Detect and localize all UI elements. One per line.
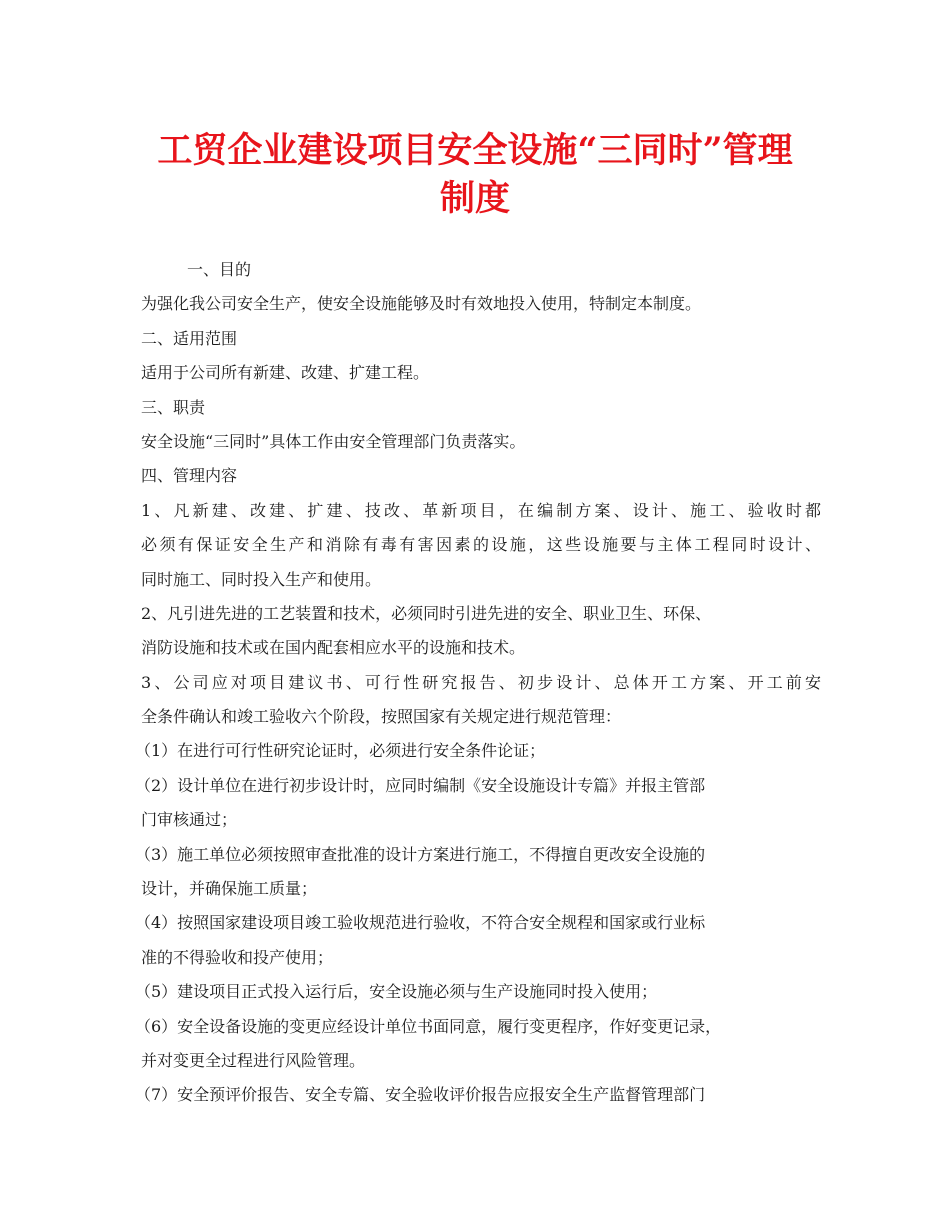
- list-item-line: （6）安全设备设施的变更应经设计单位书面同意，履行变更程序，作好变更记录，: [135, 1016, 722, 1036]
- paragraph-line: 同时施工、同时投入生产和使用。: [141, 569, 382, 589]
- paragraph-line: 门审核通过；: [141, 810, 238, 830]
- section-heading-responsibility: 三、职责: [141, 397, 206, 417]
- paragraph-line: 3、公司应对项目建议书、可行性研究报告、初步设计、总体开工方案、开工前安: [141, 672, 821, 692]
- paragraph-line: 为强化我公司安全生产，使安全设施能够及时有效地投入使用，特制定本制度。: [141, 294, 702, 314]
- list-item-line: （4）按照国家建设项目竣工验收规范进行验收，不符合安全规程和国家或行业标: [135, 913, 706, 933]
- document-title-line-1: 工贸企业建设项目安全设施“三同时”管理: [157, 130, 793, 171]
- document-title-line-2: 制度: [439, 178, 510, 219]
- list-item-line: （7）安全预评价报告、安全专篇、安全验收评价报告应报安全生产监督管理部门: [135, 1085, 706, 1105]
- paragraph-line: 全条件确认和竣工验收六个阶段，按照国家有关规定进行规范管理：: [141, 707, 622, 727]
- list-item-line: （3）施工单位必须按照审查批准的设计方案进行施工，不得擅自更改安全设施的: [135, 844, 706, 864]
- section-heading-scope: 二、适用范围: [141, 328, 238, 348]
- section-heading-content: 四、管理内容: [141, 466, 238, 486]
- document-body: [135, 253, 831, 1113]
- list-item-line: （1）在进行可行性研究论证时，必须进行安全条件论证；: [135, 741, 546, 761]
- paragraph-line: 准的不得验收和投产使用；: [141, 947, 334, 967]
- section-heading-purpose: 一、目的: [187, 260, 252, 279]
- paragraph-line: 消防设施和技术或在国内配套相应水平的设施和技术。: [141, 638, 526, 658]
- paragraph-line: 并对变更全过程进行风险管理。: [141, 1050, 366, 1070]
- list-item-line: （5）建设项目正式投入运行后，安全设施必须与生产设施同时投入使用；: [135, 982, 658, 1002]
- paragraph-line: 设计，并确保施工质量；: [141, 879, 318, 899]
- list-item-line: （2）设计单位在进行初步设计时，应同时编制《安全设施设计专篇》并报主管部: [135, 775, 706, 795]
- paragraph-line: 1、凡新建、改建、扩建、技改、革新项目，在编制方案、设计、施工、验收时都: [141, 500, 821, 520]
- paragraph-line: 适用于公司所有新建、改建、扩建工程。: [141, 363, 430, 383]
- paragraph-line: 安全设施“三同时”具体工作由安全管理部门负责落实。: [141, 431, 526, 451]
- paragraph-line: 必须有保证安全生产和消除有毒有害因素的设施，这些设施要与主体工程同时设计、: [141, 535, 821, 555]
- paragraph-line: 2、凡引进先进的工艺装置和技术，必须同时引进先进的安全、职业卫生、环保、: [141, 603, 712, 623]
